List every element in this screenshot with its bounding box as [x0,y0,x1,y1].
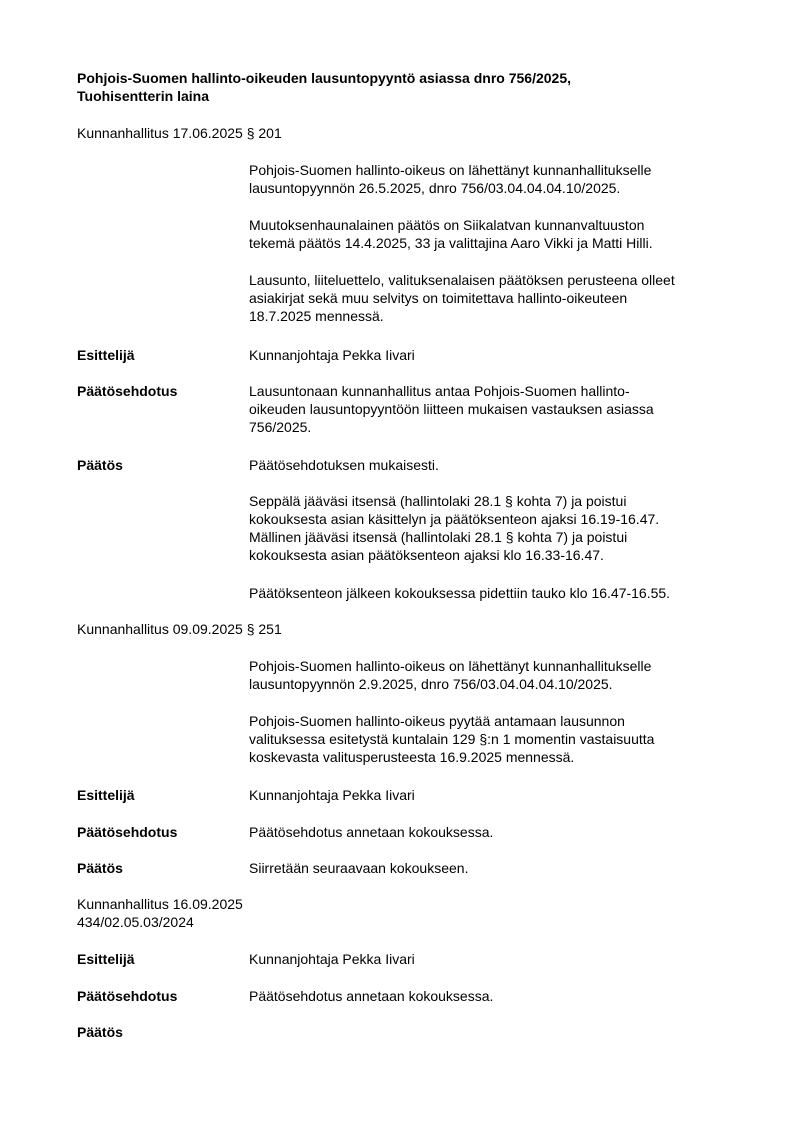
paatos-label: Päätös [77,457,123,473]
meeting-header: Kunnanhallitus 17.06.2025 § 201 [77,125,282,141]
paragraph: Seppälä jääväsi itsensä (hallintolaki 28.1 § kohta 7) ja poistui kokouksesta asian käsittelyn ja päätöksenteon ajaksi 16.19-16.47. Mällinen jääväsi itsensä (hallintolaki 28.1 § kohta 7) ja poistui kokouksesta asian päätöksenteon ajaksi klo 16.33-16.47. [249,493,660,563]
paatosehdotus-value: Päätösehdotus annetaan kokouksessa. [249,824,494,840]
paragraph: Pohjois-Suomen hallinto-oikeus on lähettänyt kunnanhallitukselle lausuntopyynnön 2.9.2025, dnro 756/03.04.04.04.10/2025. [249,658,652,692]
esittelija-label: Esittelijä [77,347,135,363]
paatos-value: Päätösehdotuksen mukaisesti. [249,457,439,473]
paatosehdotus-label: Päätösehdotus [77,824,178,840]
esittelija-value: Kunnanjohtaja Pekka Iivari [249,347,415,363]
paatos-value: Siirretään seuraavaan kokoukseen. [249,860,469,876]
meeting-header: Kunnanhallitus 16.09.2025 434/02.05.03/2024 [77,896,243,930]
paragraph: Pohjois-Suomen hallinto-oikeus on lähettänyt kunnanhallitukselle lausuntopyynnön 26.5.2025, dnro 756/03.04.04.04.10/2025. [249,162,652,196]
meeting-header: Kunnanhallitus 09.09.2025 § 251 [77,621,282,637]
paatos-label: Päätös [77,1024,123,1040]
paatosehdotus-value: Päätösehdotus annetaan kokouksessa. [249,988,494,1004]
paatos-label: Päätös [77,860,123,876]
paatosehdotus-label: Päätösehdotus [77,383,178,399]
esittelija-label: Esittelijä [77,951,135,967]
paragraph: Pohjois-Suomen hallinto-oikeus pyytää antamaan lausunnon valituksessa esitetystä kuntalain 129 §:n 1 momentin vastaisuutta koskevasta valitusperusteesta 16.9.2025 mennessä. [249,713,655,765]
paatosehdotus-value: Lausuntonaan kunnanhallitus antaa Pohjois-Suomen hallinto- oikeuden lausuntopyyntöön liitteen mukaisen vastauksen asiassa 756/2025. [249,383,654,435]
paragraph: Lausunto, liiteluettelo, valituksenalaisen päätöksen perusteena olleet asiakirjat sekä muu selvitys on toimitettava hallinto-oikeuteen 18.7.2025 mennessä. [249,272,675,324]
esittelija-value: Kunnanjohtaja Pekka Iivari [249,951,415,967]
esittelija-value: Kunnanjohtaja Pekka Iivari [249,787,415,803]
esittelija-label: Esittelijä [77,787,135,803]
paragraph: Muutoksenhaunalainen päätös on Siikalatvan kunnanvaltuuston tekemä päätös 14.4.2025, 33 ja valittajina Aaro Vikki ja Matti Hilli. [249,217,653,251]
document-title: Pohjois-Suomen hallinto-oikeuden lausuntopyyntö asiassa dnro 756/2025, Tuohisentterin laina [77,70,571,104]
paragraph: Päätöksenteon jälkeen kokouksessa pidettiin tauko klo 16.47-16.55. [249,585,671,601]
paatosehdotus-label: Päätösehdotus [77,988,178,1004]
